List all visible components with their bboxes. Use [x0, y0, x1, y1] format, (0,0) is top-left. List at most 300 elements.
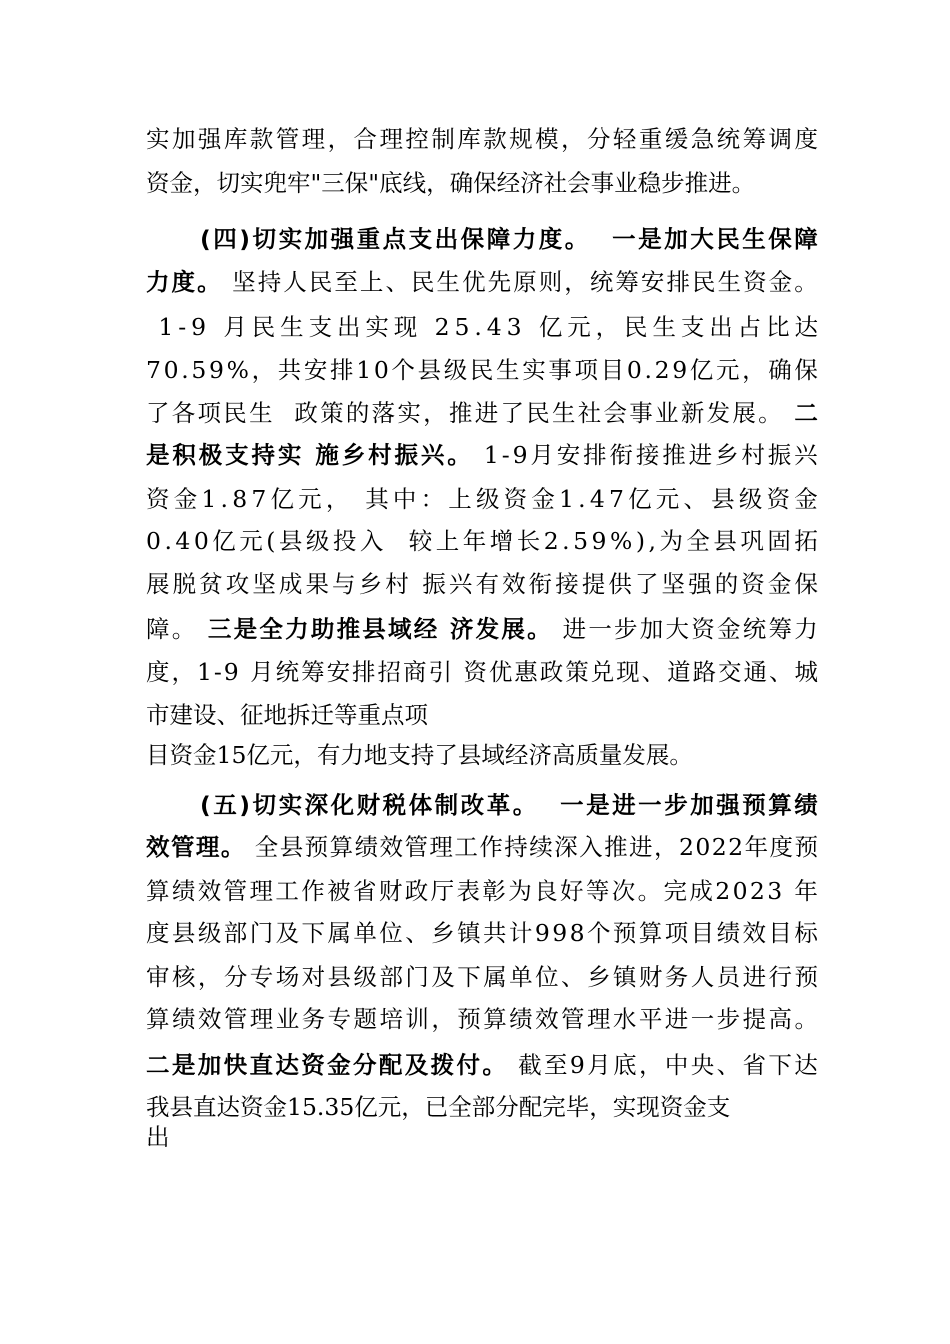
text-span: 急 — [690, 125, 715, 153]
text-span: 理 — [586, 1005, 611, 1033]
text-span: 资 — [766, 485, 791, 513]
text-span: 目 — [768, 919, 792, 947]
text-span: 9 — [552, 919, 568, 947]
bold-text-span: 配 — [378, 1051, 403, 1079]
bold-text-span: 快 — [223, 1051, 248, 1079]
bold-text-span: 。 — [527, 615, 551, 643]
bold-text-span: 一 — [612, 225, 636, 253]
text-span: 下 — [768, 1051, 792, 1079]
text-span: % — [609, 527, 633, 555]
text-span: 上 — [359, 268, 384, 296]
bold-text-span: 达 — [275, 1051, 299, 1079]
text-span: 预 — [794, 833, 818, 861]
bold-text-span: 切 — [252, 791, 277, 819]
text-span: 现 — [616, 658, 640, 686]
bold-text-span: 是 — [171, 1051, 196, 1079]
text-span: 巩 — [740, 527, 764, 555]
text-span: 出 — [709, 313, 733, 341]
text-span: 预 — [304, 833, 329, 861]
text-span: 了 — [146, 399, 170, 427]
text-span: 2 — [678, 833, 694, 861]
text-span: 金 — [794, 485, 818, 513]
text-span: 3 — [506, 313, 522, 341]
text-span: ， — [171, 658, 195, 686]
text-line — [146, 918, 818, 948]
text-span: 门 — [249, 919, 274, 947]
text-span: 一 — [588, 615, 612, 643]
text-span: 人 — [690, 963, 715, 991]
text-span: 预 — [457, 1005, 481, 1033]
text-span: 9 — [569, 1051, 585, 1079]
text-span: 资金，切实兜牢"三保"底线，确保经济社会事业稳步推进。 — [146, 169, 756, 197]
text-span: 算 — [329, 833, 354, 861]
text-span: 月 — [530, 441, 554, 469]
text-span: 招 — [377, 658, 401, 686]
text-span: 资 — [503, 485, 528, 513]
text-span: 县 — [279, 833, 304, 861]
bold-text-span: 四 — [213, 225, 237, 253]
text-span: 筹 — [301, 658, 325, 686]
text-span: 分 — [586, 125, 611, 153]
text-span: 交 — [718, 658, 742, 686]
text-span: 调 — [768, 125, 792, 153]
text-span: 专 — [249, 963, 274, 991]
text-span: 训 — [405, 1005, 429, 1033]
text-span: 水 — [612, 1005, 637, 1033]
bold-text-span: 财 — [356, 791, 381, 819]
text-span: 次 — [611, 877, 636, 905]
text-span: 筹 — [742, 125, 767, 153]
bold-text-span: 理 — [195, 833, 220, 861]
text-span: . — [562, 527, 570, 555]
text-span — [211, 312, 218, 342]
text-span: 的 — [345, 399, 370, 427]
text-span: 月 — [587, 1051, 611, 1079]
text-span: 工 — [454, 833, 478, 861]
bold-text-span: 三 — [207, 615, 232, 643]
text-span: 效 — [379, 833, 404, 861]
text-span: ， — [251, 356, 276, 384]
bold-text-span: 一 — [638, 791, 662, 819]
text-span: 8 — [569, 919, 585, 947]
text-span: 亿 — [212, 527, 236, 555]
bold-text-span: ) — [239, 225, 251, 253]
text-span: ， — [595, 313, 620, 341]
bold-text-span: 。 — [447, 441, 471, 469]
text-span: 商 — [402, 658, 427, 686]
text-span: 持 — [504, 833, 528, 861]
text-span: 振 — [422, 570, 446, 598]
text-span: 。 — [171, 615, 196, 643]
text-span: 效 — [502, 570, 526, 598]
text-span: 实 — [365, 313, 389, 341]
text-span: , — [648, 527, 656, 555]
text-span: 5 — [191, 356, 207, 384]
text-span: 款 — [249, 125, 274, 153]
bold-text-span: 是 — [233, 615, 258, 643]
text-span: 推 — [662, 441, 686, 469]
text-span: 金 — [716, 615, 741, 643]
text-span: 坚 — [232, 268, 256, 296]
text-span: 成 — [689, 877, 713, 905]
text-span: 进 — [664, 1005, 689, 1033]
text-span: 筹 — [768, 615, 792, 643]
text-span: 其 — [365, 485, 389, 513]
text-line — [146, 355, 818, 385]
text-span: 安 — [303, 356, 328, 384]
text-line — [200, 224, 818, 254]
text-span: 亿 — [689, 356, 714, 384]
text-span: 轻 — [612, 125, 637, 153]
text-span: 实 — [522, 356, 546, 384]
text-span: 规 — [509, 125, 533, 153]
text-span: ( — [266, 527, 276, 555]
text-span: 加 — [171, 125, 196, 153]
text-span: 金 — [767, 570, 792, 598]
bold-text-span: 助 — [310, 615, 335, 643]
text-span: 元 — [715, 356, 740, 384]
text-span: 生 — [551, 399, 576, 427]
text-span: 力 — [794, 615, 818, 643]
text-span: 拓 — [794, 527, 818, 555]
text-span — [223, 267, 230, 297]
bold-text-span: 实 — [278, 791, 303, 819]
text-span: 加 — [639, 615, 664, 643]
text-span: 管 — [561, 1005, 585, 1033]
text-span: 目 — [690, 919, 715, 947]
text-span: 单 — [353, 919, 377, 947]
text-span: 惠 — [514, 658, 538, 686]
bold-text-span: 进 — [612, 791, 636, 819]
bold-text-span: 全 — [259, 615, 283, 643]
text-span: 民 — [223, 399, 247, 427]
text-span: 分 — [223, 963, 248, 991]
bold-text-span: 步 — [664, 791, 688, 819]
bold-text-span: 直 — [249, 1051, 273, 1079]
text-span: 9 — [223, 658, 239, 686]
text-span: 下 — [457, 963, 481, 991]
bold-text-span: 乡 — [341, 441, 366, 469]
text-span: 被 — [327, 877, 351, 905]
text-span: 兴 — [448, 570, 473, 598]
text-line — [146, 398, 818, 428]
bold-text-span: 是 — [638, 225, 662, 253]
text-span: 实 — [397, 399, 421, 427]
text-span: 专 — [327, 1005, 352, 1033]
text-span: 乡 — [358, 570, 383, 598]
text-span: 理 — [429, 833, 453, 861]
text-span: 预 — [612, 919, 637, 947]
text-span: 我县直达资金15.35亿元，已全部分配完毕，实现资金支 — [146, 1093, 731, 1121]
text-span: 作 — [479, 833, 503, 861]
text-line — [146, 168, 818, 198]
text-span: 生 — [496, 356, 520, 384]
bold-text-span: 保 — [768, 225, 792, 253]
text-span: 。 — [758, 399, 782, 427]
bold-text-span: 算 — [768, 791, 792, 819]
text-span: 持 — [257, 268, 282, 296]
text-span: 政 — [404, 877, 429, 905]
text-line — [146, 484, 818, 514]
text-span: 下 — [301, 919, 326, 947]
bold-text-span — [591, 224, 599, 254]
bold-text-span: ( — [200, 791, 211, 819]
text-span: 障 — [146, 615, 170, 643]
text-span: 资 — [463, 658, 487, 686]
bold-text-span: 。 — [512, 791, 537, 819]
bold-text-span: 域 — [388, 615, 412, 643]
text-span: 0 — [695, 833, 711, 861]
bold-text-span: 强 — [330, 225, 355, 253]
text-span: 长 — [516, 527, 541, 555]
text-span: 位 — [379, 919, 403, 947]
text-span: 2 — [711, 833, 727, 861]
bold-text-span: 度 — [171, 268, 196, 296]
text-span: 排 — [330, 356, 354, 384]
text-span: 生 — [717, 268, 742, 296]
text-line — [146, 526, 818, 556]
text-span: 理 — [249, 1005, 274, 1033]
text-line — [146, 440, 818, 470]
text-span: . — [181, 356, 189, 384]
bold-text-span — [440, 614, 448, 644]
text-span: 效 — [535, 1005, 559, 1033]
text-span: 资 — [741, 570, 765, 598]
text-span: 入 — [359, 527, 384, 555]
text-span: 高 — [768, 1005, 792, 1033]
text-span: 业 — [655, 399, 679, 427]
bold-text-span: 管 — [170, 833, 195, 861]
text-span: 绩 — [716, 919, 741, 947]
text-span: 、 — [768, 658, 793, 686]
text-span: ， — [638, 1051, 663, 1079]
text-span: 大 — [665, 615, 690, 643]
text-span: 达 — [794, 1051, 818, 1079]
text-span: 截 — [518, 1051, 542, 1079]
text-span: 3 — [767, 877, 783, 905]
text-span: 果 — [305, 570, 329, 598]
text-line — [146, 124, 818, 154]
text-span: 及 — [275, 919, 300, 947]
bold-text-span: 强 — [716, 791, 740, 819]
text-span — [398, 526, 405, 556]
bold-text-span: 积 — [172, 441, 196, 469]
text-span: 部 — [223, 919, 248, 947]
text-span: 乡 — [715, 441, 739, 469]
text-span: 、 — [683, 485, 707, 513]
text-span: 项 — [197, 399, 222, 427]
text-span: 管 — [223, 877, 248, 905]
text-span: 政 — [539, 658, 564, 686]
text-span: 行 — [768, 963, 792, 991]
text-span: 员 — [716, 963, 741, 991]
text-span: 5 — [454, 313, 470, 341]
text-span: 场 — [275, 963, 300, 991]
text-span: 业 — [275, 1005, 300, 1033]
text-line — [146, 1050, 818, 1080]
text-span — [553, 614, 560, 644]
text-span: 支 — [680, 313, 705, 341]
bold-text-span: 。 — [220, 833, 245, 861]
text-span: 策 — [565, 658, 589, 686]
text-span: 2 — [749, 877, 765, 905]
bold-text-span: 障 — [794, 225, 818, 253]
bold-text-span: 二 — [794, 399, 818, 427]
text-span: 2 — [654, 356, 670, 384]
text-span — [354, 484, 361, 514]
text-span: 题 — [353, 1005, 377, 1033]
text-span: 进 — [629, 833, 653, 861]
text-span: 库 — [223, 125, 248, 153]
text-span: 兑 — [590, 658, 615, 686]
text-span: 效 — [742, 919, 766, 947]
text-line — [146, 1122, 818, 1152]
bold-text-span: 。 — [564, 225, 589, 253]
bold-text-span: 资 — [301, 1051, 325, 1079]
text-span: 保 — [794, 356, 818, 384]
text-span: 及 — [431, 963, 455, 991]
bold-text-span: 发 — [475, 615, 500, 643]
bold-text-span: 极 — [198, 441, 223, 469]
text-span: 强 — [197, 125, 222, 153]
bold-text-span: 点 — [382, 225, 407, 253]
text-span: 镇 — [612, 963, 637, 991]
text-span: . — [474, 313, 482, 341]
text-span: 9 — [672, 356, 688, 384]
text-span — [412, 569, 419, 599]
text-span: 、 — [405, 919, 429, 947]
text-span: 8 — [232, 485, 248, 513]
text-span: 筹 — [615, 268, 639, 296]
text-span: 资 — [146, 485, 170, 513]
text-span: 、 — [641, 658, 666, 686]
text-span: 5 — [573, 527, 589, 555]
text-span: 县 — [171, 919, 196, 947]
text-span: 统 — [742, 615, 767, 643]
text-span: 占 — [737, 313, 762, 341]
text-span: 标 — [794, 919, 818, 947]
bold-text-span: 持 — [251, 441, 275, 469]
text-span: 衔 — [528, 570, 553, 598]
bold-text-span: 加 — [197, 1051, 222, 1079]
text-span: % — [226, 356, 249, 384]
text-span: 村 — [741, 441, 765, 469]
bold-text-span — [197, 614, 205, 644]
bold-text-span: 民 — [716, 225, 740, 253]
text-span — [526, 312, 533, 342]
text-span: 9 — [534, 919, 550, 947]
text-line — [146, 312, 818, 342]
text-span: 务 — [664, 963, 689, 991]
text-span: 一 — [690, 1005, 715, 1033]
bold-text-span: 力 — [146, 268, 170, 296]
text-span: 控 — [405, 125, 429, 153]
text-span: 审 — [146, 963, 170, 991]
text-span: 与 — [332, 570, 356, 598]
bold-text-span: 县 — [362, 615, 386, 643]
text-span: 算 — [483, 1005, 507, 1033]
bold-text-span: 加 — [690, 791, 714, 819]
text-span: 4 — [486, 313, 502, 341]
text-span — [246, 832, 253, 862]
text-span: - — [213, 658, 222, 686]
text-span: 亿 — [538, 313, 563, 341]
text-span: 级 — [475, 485, 500, 513]
text-span: 。 — [794, 1005, 818, 1033]
text-span: 推 — [604, 833, 628, 861]
text-span: 月 — [250, 658, 274, 686]
bold-text-span: 预 — [742, 791, 766, 819]
bold-text-span: 拨 — [430, 1051, 455, 1079]
text-span: 社 — [577, 399, 602, 427]
text-span: 级 — [197, 919, 222, 947]
text-span: 展 — [732, 399, 756, 427]
text-span: 各 — [171, 399, 196, 427]
text-span: 实 — [146, 125, 170, 153]
text-span: 为 — [659, 527, 683, 555]
text-span: 为 — [508, 877, 532, 905]
text-span: 共 — [482, 919, 507, 947]
text-span: 村 — [385, 570, 409, 598]
bold-text-span: 力 — [512, 225, 537, 253]
text-span: 绩 — [171, 877, 196, 905]
text-span: 门 — [405, 963, 429, 991]
text-span: 安 — [326, 658, 351, 686]
text-span: . — [644, 356, 652, 384]
bold-text-span: 保 — [460, 225, 485, 253]
text-span: 财 — [638, 963, 663, 991]
text-span: 个 — [586, 919, 611, 947]
text-span: ： — [420, 485, 445, 513]
text-span: 7 — [146, 356, 161, 384]
bold-text-span: 是 — [146, 441, 170, 469]
text-span: 款 — [483, 125, 507, 153]
bold-text-span: 支 — [408, 225, 433, 253]
text-span: 事 — [548, 356, 572, 384]
bold-text-span: 绩 — [794, 791, 818, 819]
text-span: 县 — [711, 485, 735, 513]
text-span: - — [501, 441, 510, 469]
text-span: 排 — [666, 268, 690, 296]
text-span — [422, 312, 429, 342]
text-span: 统 — [716, 125, 741, 153]
text-span: 会 — [603, 399, 628, 427]
text-span: 供 — [608, 570, 632, 598]
text-span: 个 — [391, 356, 415, 384]
text-span: ) — [635, 527, 645, 555]
text-span: 提 — [742, 1005, 767, 1033]
bold-text-span — [304, 440, 312, 470]
text-span: 底 — [613, 1051, 637, 1079]
bold-text-span: 付 — [456, 1051, 480, 1079]
text-span: 0 — [732, 877, 748, 905]
text-span: ， — [564, 268, 588, 296]
text-span: 投 — [332, 527, 357, 555]
text-span: 制 — [431, 125, 455, 153]
text-span: 效 — [197, 877, 222, 905]
bold-text-span: 革 — [486, 791, 511, 819]
text-span: 深 — [554, 833, 578, 861]
text-span: 出 — [336, 313, 361, 341]
text-span: 央 — [690, 1051, 715, 1079]
text-span: 入 — [579, 833, 603, 861]
text-span: 亿 — [270, 485, 294, 513]
text-span: 进 — [688, 441, 713, 469]
text-span: 0 — [193, 527, 209, 555]
text-span: 务 — [301, 1005, 326, 1033]
bold-text-span: 金 — [327, 1051, 351, 1079]
text-span: 市建设、征地拆迁等重点项 — [146, 701, 428, 729]
